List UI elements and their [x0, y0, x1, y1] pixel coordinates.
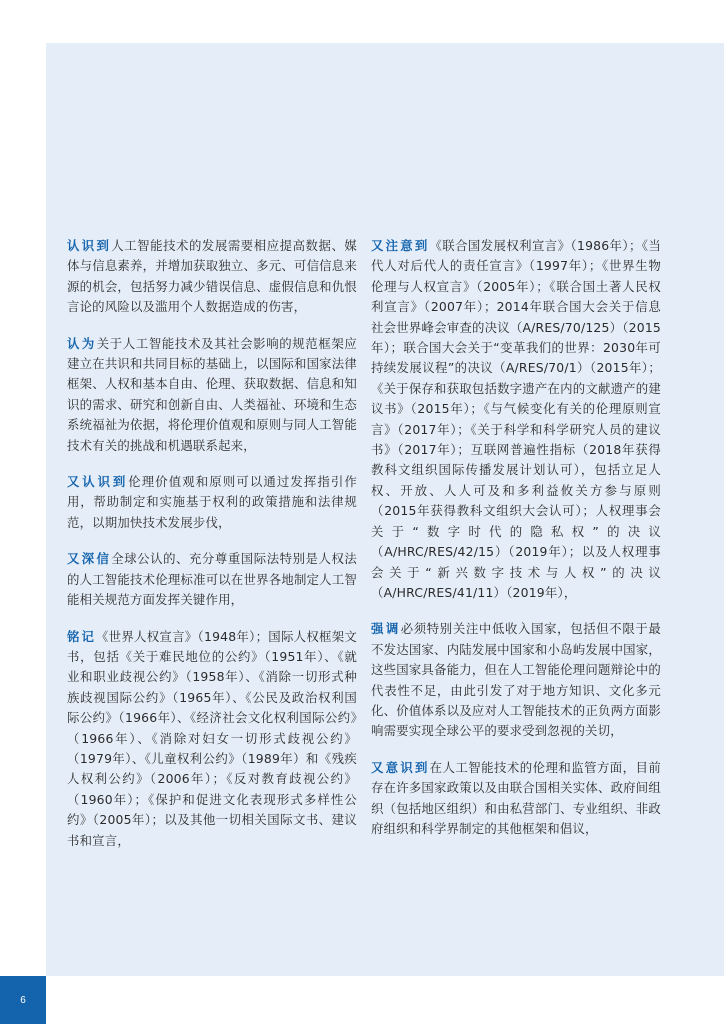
paragraph — [371, 619, 661, 741]
paragraph-text: 在人工智能技术的伦理和监管方面，目前存在许多国家政策以及由联合国相关实体、政府间组织（包括地区组织）和由私营部门、专业组织、非政府组织和科学界制定的其他框架和倡议， — [371, 759, 661, 836]
paragraph-lead: 认识到 — [67, 238, 112, 253]
paragraph-lead: 又认识到 — [67, 474, 129, 490]
paragraph-lead: 又意识到 — [371, 759, 430, 775]
paragraph-text: 《联合国发展权利宣言》（1986年）；《当代人对后代人的责任宣言》（1997年）；《世界生物伦理与人权宣言》（2005年）；《联合国土著人民权利宣言》（2007年）；2014年联合国大会关于信息社会世界峰会审查的决议（A/RES/70/125）（2015年）；联合国大会关于“变革我们的世界：2030年可持续发展议程”的决议（A/RES/70/1）（2015年）；《关于保存和获取包括数字遗产在内的文献遗产的建议书》（2015年）；《与气候变化有关的伦理原则宣言》（2017年）；《关于科学和科学研究人员的建议书》（2017年）；互联网普遍性指标（2018年获得教科文组织国际传播发展计划认可），包括立足人权、开放、人人可及和多利益攸关方参与原则（2015年获得教科文组织大会认可）；人权理事会关于“数字时代的隐私权”的决议（A/HRC/RES/42/15）（2019年）；以及人权理事会关于“新兴数字技术与人权”的决议（A/HRC/RES/41/11）（2019年）， — [371, 238, 661, 600]
paragraph — [67, 627, 357, 851]
paragraph — [67, 549, 357, 610]
paragraph-text: 关于人工智能技术及其社会影响的规范框架应建立在共识和共同目标的基础上，以国际和国家法律框架、人权和基本自由、伦理、获取数据、信息和知识的需求、研究和创新自由、人类福祉、环境和生态系统福祉为依据，将伦理价值观和原则与同人工智能技术有关的挑战和机遇联系起来， — [67, 335, 358, 453]
paragraph-lead: 又注意到 — [371, 238, 430, 253]
paragraph — [67, 334, 357, 456]
paragraph-lead: 又深信 — [67, 551, 112, 567]
paragraph-text: 全球公认的、充分尊重国际法特别是人权法的人工智能技术伦理标准可以在世界各地制定人工智能相关规范方面发挥关键作用， — [67, 551, 357, 608]
page-number: 6 — [0, 976, 46, 1024]
left-column — [67, 236, 357, 867]
paragraph — [371, 758, 661, 840]
paragraph — [371, 236, 661, 603]
paragraph-text: 必须特别关注中低收入国家，包括但不限于最不发达国家、内陆发展中国家和小岛屿发展中国家，这些国家具备能力，但在人工智能伦理问题辩论中的代表性不足，由此引发了对于地方知识、文化多元化、价值体系以及应对人工智能技术的正负两方面影响需要实现全球公平的要求受到忽视的关切， — [371, 621, 662, 739]
paragraph-text: 《世界人权宣言》（1948年）；国际人权框架文书，包括《关于难民地位的公约》（1951年）、《就业和职业歧视公约》（1958年）、《消除一切形式种族歧视国际公约》（1965年）、《公民及政治权利国际公约》（1966年）、《经济社会文化权利国际公约》（1966年）、《消除对妇女一切形式歧视公约》（1979年）、《儿童权利公约》（1989年）和《残疾人权利公约》（2006年）；《反对教育歧视公约》（1960年）；《保护和促进文化表现形式多样性公约》（2005年）；以及其他一切相关国际文书、建议书和宣言， — [67, 628, 358, 848]
paragraph-lead: 强调 — [371, 621, 401, 637]
paragraph-text: 人工智能技术的发展需要相应提高数据、媒体与信息素养，并增加获取独立、多元、可信信息来源的机会，包括努力减少错误信息、虚假信息和仇恨言论的风险以及滥用个人数据造成的伤害， — [67, 238, 357, 315]
paragraph — [67, 472, 357, 533]
paragraph-lead: 铭记 — [67, 628, 96, 644]
paragraph-lead: 认为 — [67, 335, 97, 351]
right-column — [371, 236, 661, 855]
paragraph — [67, 236, 357, 318]
paragraph-text: 伦理价值观和原则可以通过发挥指引作用，帮助制定和实施基于权利的政策措施和法律规范，以期加快技术发展步伐， — [67, 474, 358, 530]
